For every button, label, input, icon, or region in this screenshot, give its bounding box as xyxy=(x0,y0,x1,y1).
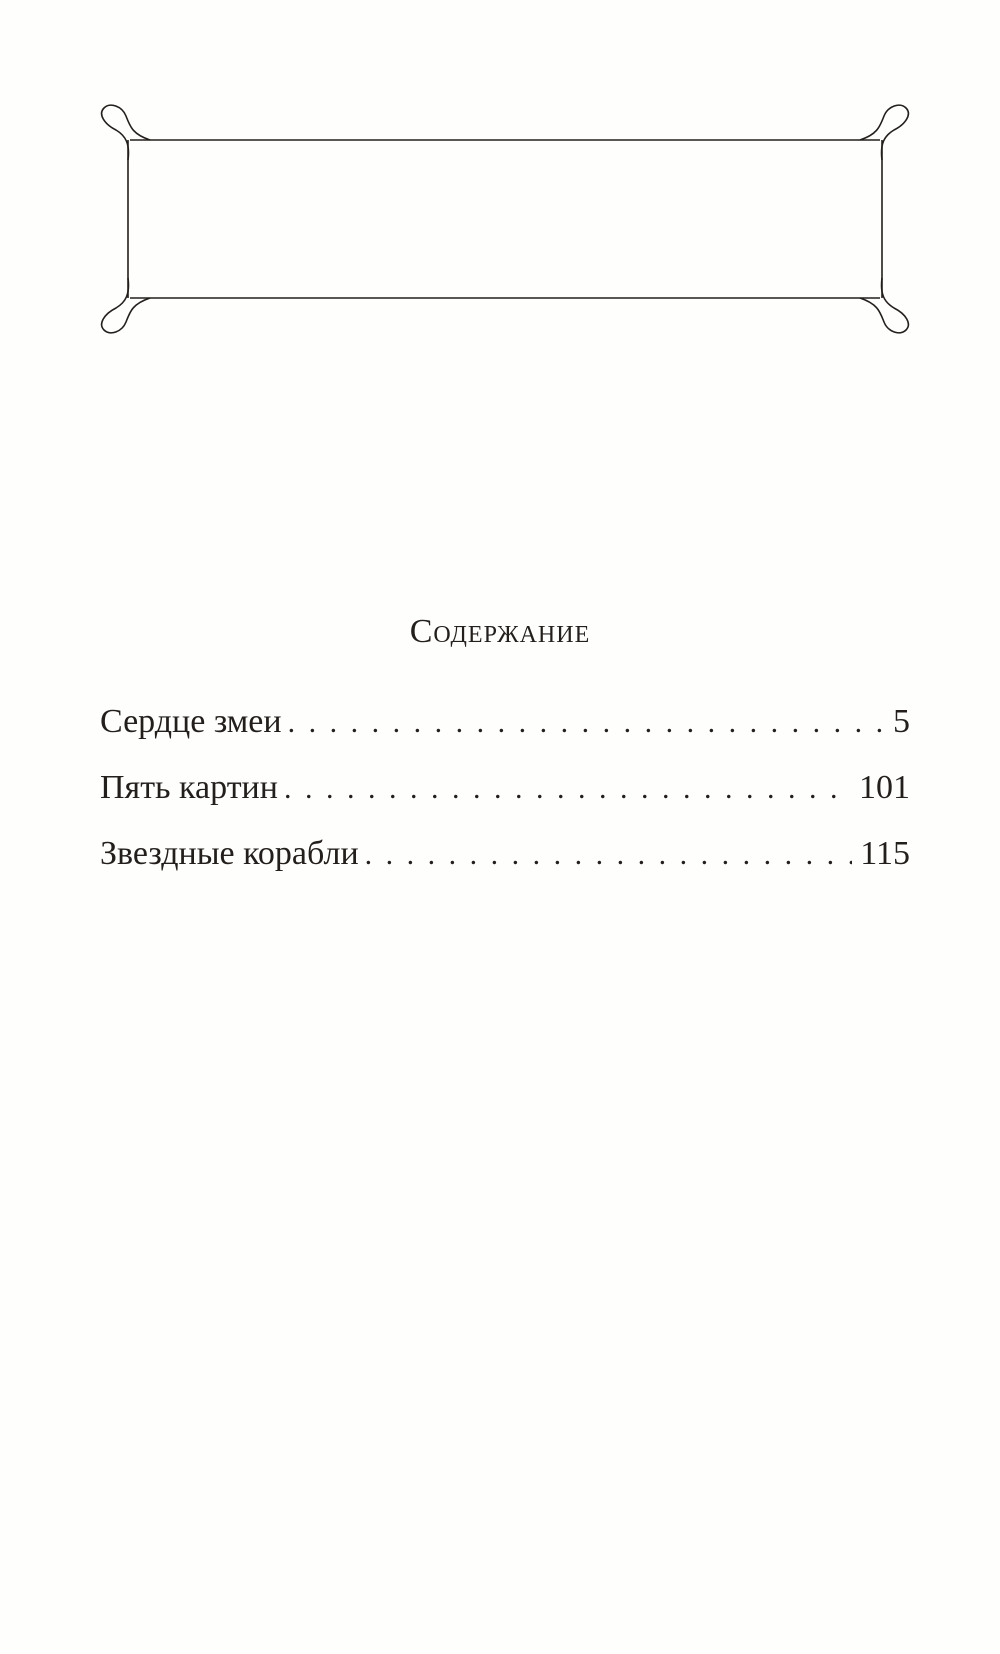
toc-entry-page: 5 xyxy=(893,703,910,740)
toc-entry[interactable] xyxy=(100,832,910,898)
toc-entry-label: Пять картин xyxy=(100,769,278,806)
toc-entry[interactable] xyxy=(100,766,910,832)
toc-leader-dots xyxy=(288,701,885,745)
page-title: Содержание xyxy=(409,613,591,650)
toc-list xyxy=(100,700,910,898)
toc-entry-page: 101 xyxy=(859,769,910,806)
toc-entry-label: Звездные корабли xyxy=(100,835,359,872)
toc-leader-dots xyxy=(284,767,851,811)
ornamental-frame-icon xyxy=(90,100,920,350)
toc-entry-label: Сердце змеи xyxy=(100,703,282,740)
toc-leader-dots xyxy=(365,833,853,877)
toc-entry[interactable] xyxy=(100,700,910,766)
toc-entry-page: 115 xyxy=(860,835,910,872)
